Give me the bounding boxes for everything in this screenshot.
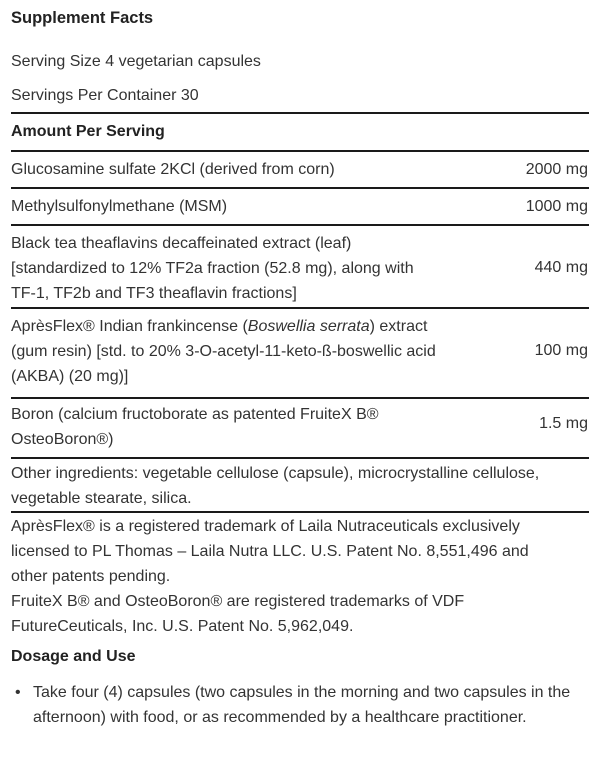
dosage-item: • Take four (4) capsules (two capsules in the morning and two capsules in the afternoon) with food, or as recommended by a healthcare practitioner. xyxy=(11,680,591,730)
ingredient-line: OsteoBoron®) xyxy=(11,431,114,448)
ingredient-amount: 100 mg xyxy=(534,342,588,359)
page-title: Supplement Facts xyxy=(11,9,154,27)
ingredient-name xyxy=(11,231,491,306)
ingredient-line: TF-1, TF2b and TF3 theaflavin fractions] xyxy=(11,285,297,302)
ingredient-line: AprèsFlex® Indian frankincense (Boswellia serrata) extract xyxy=(11,318,428,335)
trademark-line: FutureCeuticals, Inc. U.S. Patent No. 5,962,049. xyxy=(11,618,354,635)
ingredient-line: [standardized to 12% TF2a fraction (52.8 mg), along with xyxy=(11,260,414,277)
other-ingredients xyxy=(11,461,596,511)
other-ingredients-line: vegetable stearate, silica. xyxy=(11,490,192,507)
trademark-notes xyxy=(11,514,596,639)
divider xyxy=(11,150,589,152)
ingredient-amount: 1000 mg xyxy=(525,198,588,215)
trademark-line: AprèsFlex® is a registered trademark of Laila Nutraceuticals exclusively xyxy=(11,518,520,535)
amount-header: Amount Per Serving xyxy=(11,123,165,140)
dosage-heading: Dosage and Use xyxy=(11,648,136,665)
serving-size: Serving Size 4 vegetarian capsules xyxy=(11,53,261,70)
ingredient-line: (gum resin) [std. to 20% 3-O-acetyl-11-keto-ß-boswellic acid xyxy=(11,343,436,360)
ingredient-name xyxy=(11,314,511,389)
divider xyxy=(11,112,589,114)
other-ingredients-line: Other ingredients: vegetable cellulose (capsule), microcrystalline cellulose, xyxy=(11,465,540,482)
ingredient-line: (AKBA) (20 mg)] xyxy=(11,368,129,385)
divider xyxy=(11,187,589,189)
divider xyxy=(11,397,589,399)
ingredient-line: Boron (calcium fructoborate as patented FruiteX B® xyxy=(11,406,379,423)
trademark-line: FruiteX B® and OsteoBoron® are registered trademarks of VDF xyxy=(11,593,465,610)
divider xyxy=(11,511,589,513)
dosage-list xyxy=(11,680,591,730)
ingredient-amount: 440 mg xyxy=(534,259,588,276)
ingredient-name: Methylsulfonylmethane (MSM) xyxy=(11,198,228,215)
divider xyxy=(11,457,589,459)
divider xyxy=(11,307,589,309)
trademark-line: licensed to PL Thomas – Laila Nutra LLC. U.S. Patent No. 8,551,496 and xyxy=(11,543,529,560)
divider xyxy=(11,224,589,226)
trademark-line: other patents pending. xyxy=(11,568,171,585)
servings-per-container: Servings Per Container 30 xyxy=(11,87,199,104)
ingredient-amount: 1.5 mg xyxy=(539,415,588,432)
ingredient-amount: 2000 mg xyxy=(525,161,588,178)
ingredient-name xyxy=(11,402,481,452)
ingredient-name: Glucosamine sulfate 2KCl (derived from corn) xyxy=(11,161,335,178)
ingredient-line: Black tea theaflavins decaffeinated extract (leaf) xyxy=(11,235,352,252)
